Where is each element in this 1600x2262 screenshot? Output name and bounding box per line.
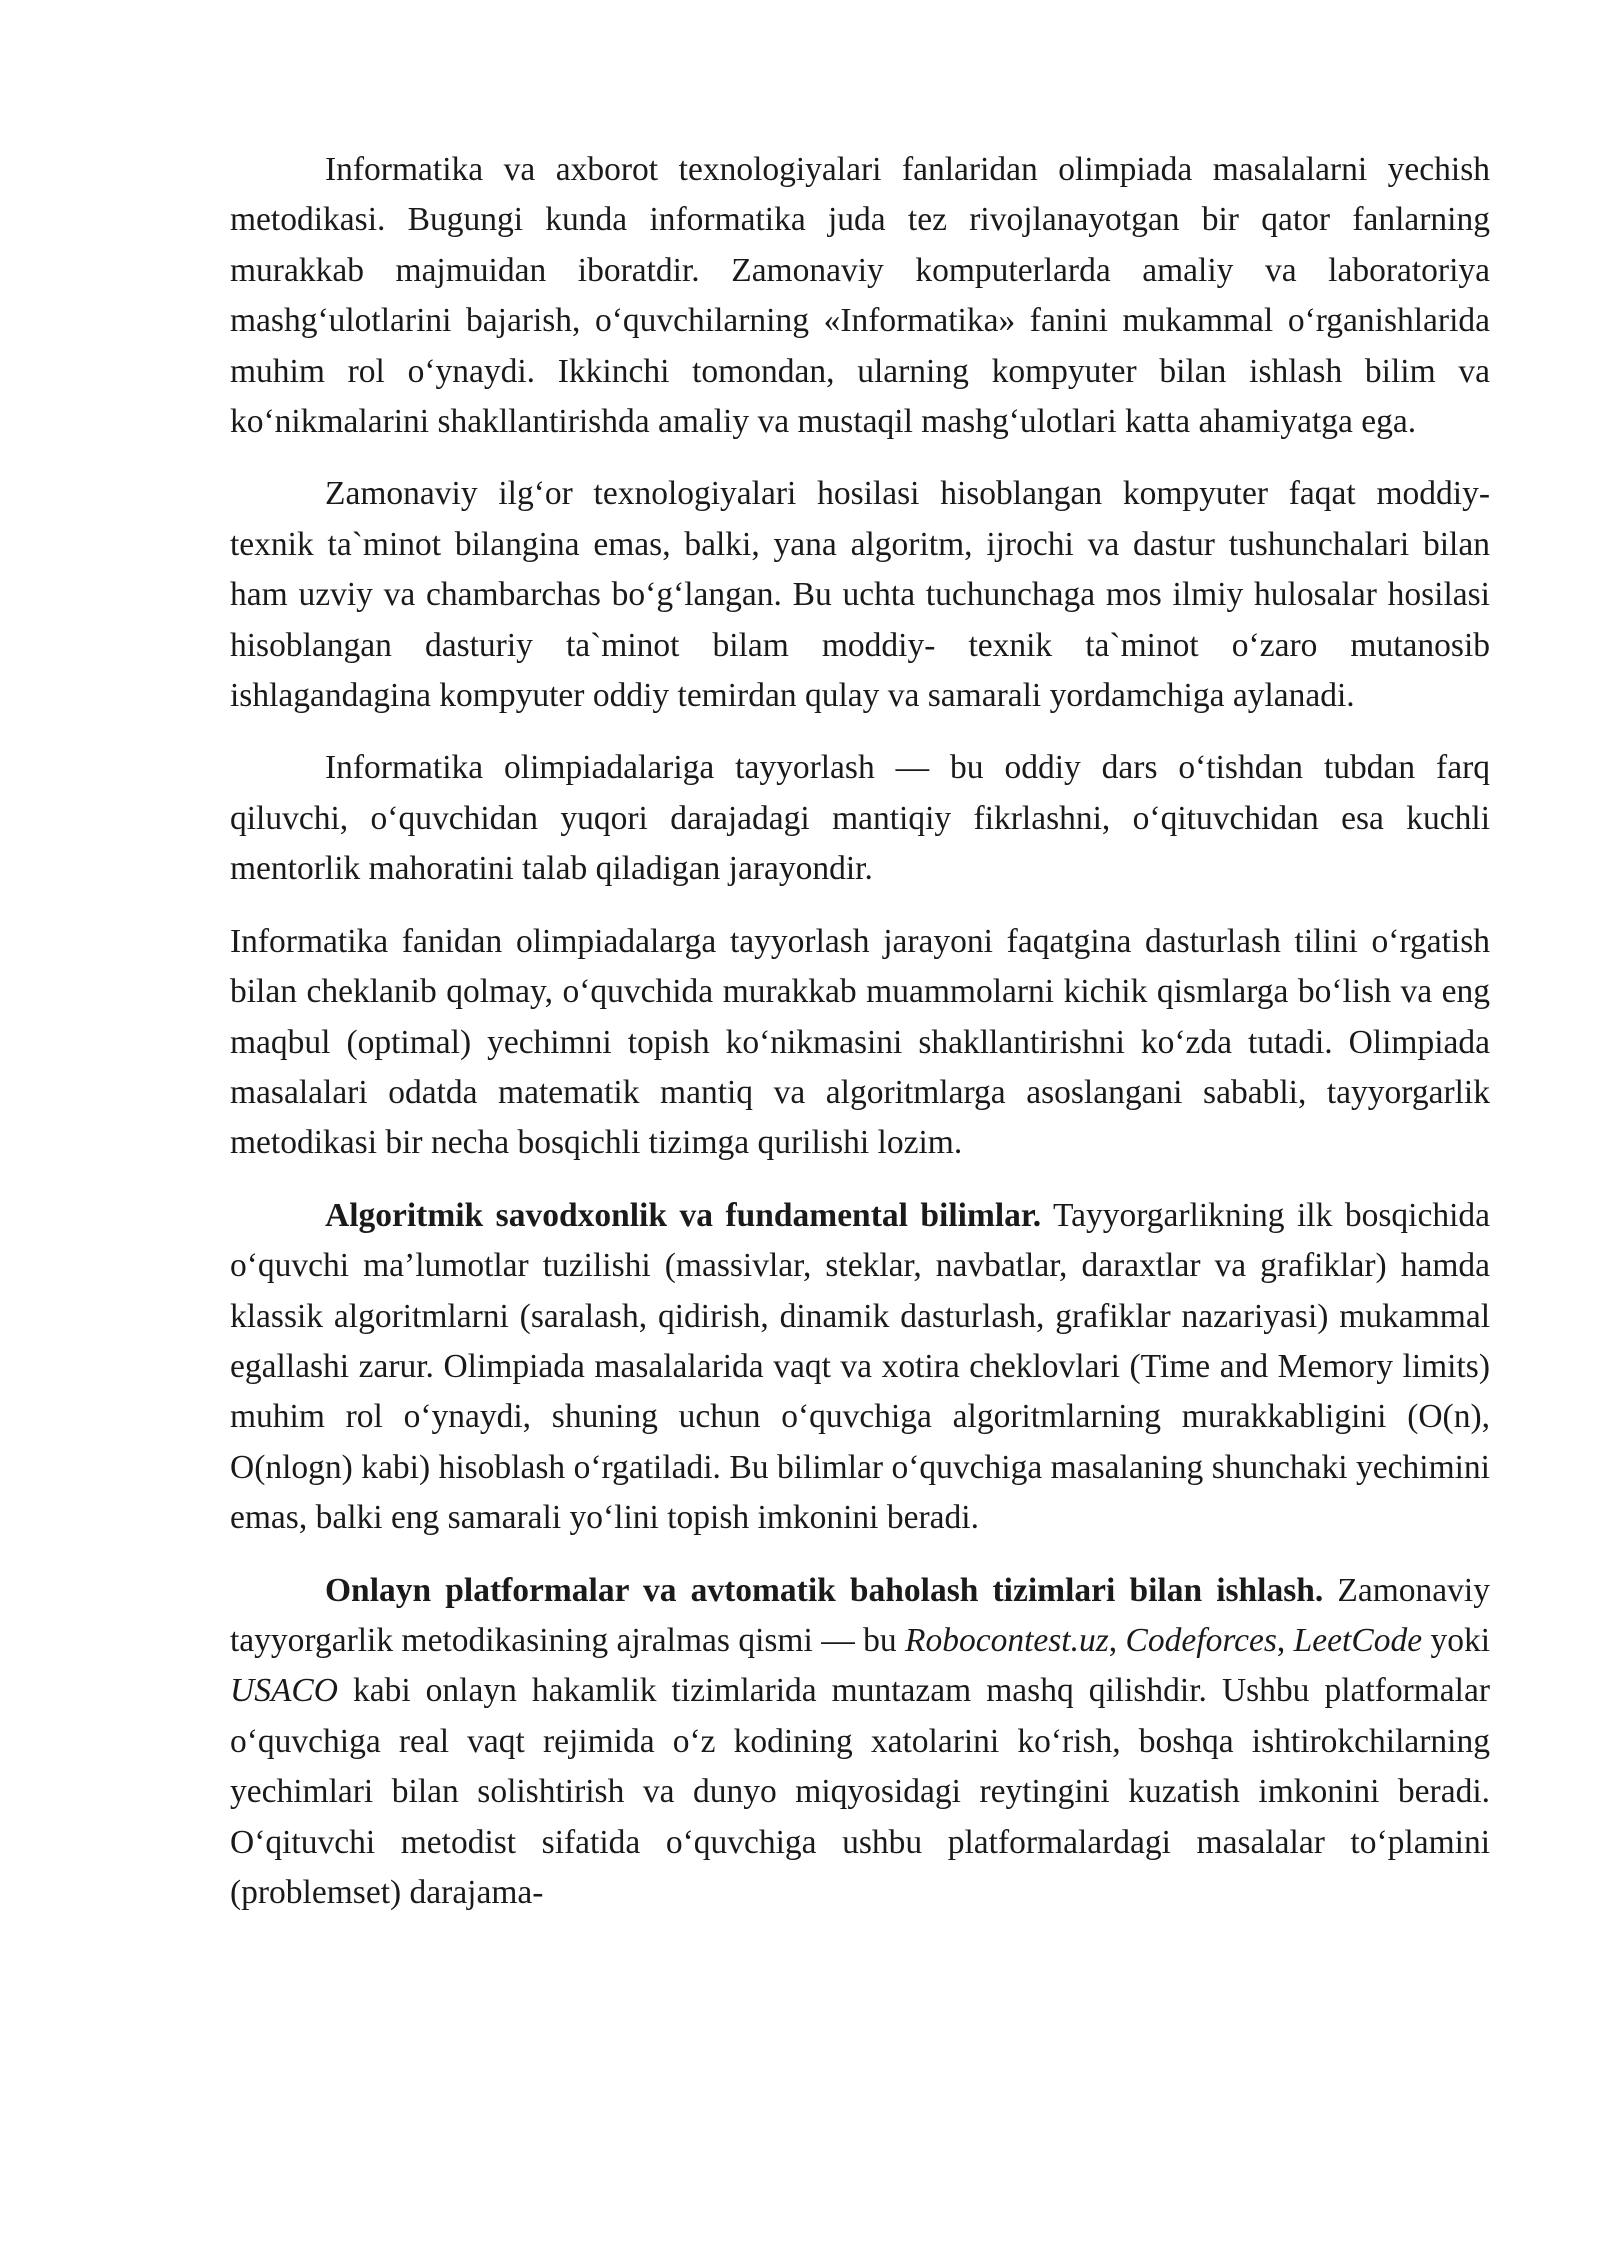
paragraph-algorithmic-literacy-text: Tayyorgarlikning ilk bosqichida o‘quvchi ma’lumotlar tuzilishi (massivlar, steklar, navbatlar, daraxtlar va grafiklar) hamda klassik algoritmlarni (saralash, qidirish, dinamik dasturlash, grafiklar nazariyasi) mukammal egallashi zarur. Olimpiada masalalarida vaqt va xotira cheklovlari (Time and Memory limits) muhim rol o‘ynaydi, shuning uchun o‘quvchiga algoritmlarning murakkabligini (O(n), O(nlogn) kabi) hisoblash o‘rgatiladi. Bu bilimlar o‘quvchiga masalaning shunchaki yechimini emas, balki eng samarali yo‘lini topish imkonini beradi. [230, 1196, 1490, 1537]
paragraph-online-platforms-text-5: kabi onlayn hakamlik tizimlarida muntazam mashq qilishdir. Ushbu platformalar o‘quvchiga real vaqt rejimida o‘z kodining xatolarini ko‘rish, boshqa ishtirokchilarning yechimlari bilan solishtirish va dunyo miqyosidagi reytingini kuzatish imkonini beradi. O‘qituvchi metodist sifatida o‘quvchiga ushbu platformalardagi masalalar to‘plamini (problemset) darajama- [230, 1672, 1490, 1911]
paragraph-online-platforms-text-4: yoki [1422, 1621, 1491, 1659]
section-heading-algorithmic-literacy: Algoritmik savodxonlik va fundamental bilimlar. [325, 1196, 1042, 1234]
paragraph-olympiad-preparation [230, 743, 1490, 894]
paragraph-olympiad-preparation-text: Informatika olimpiadalariga tayyorlash — bu oddiy dars o‘tishdan tubdan farq qiluvchi, o‘quvchidan yuqori darajadagi mantiqiy fikrlashni, o‘qituvchidan esa kuchli mentorlik mahoratini talab qiladigan jarayondir. [230, 749, 1490, 888]
paragraph-online-platforms-text-2: , [1108, 1621, 1126, 1659]
paragraph-preparation-process [230, 917, 1490, 1169]
paragraph-online-platforms-text-1: Zamonaviy tayyorgarlik metodikasining ajralmas qismi — bu [230, 1571, 1490, 1659]
platform-name-usaco: USACO [230, 1672, 338, 1710]
section-heading-online-platforms: Onlayn platformalar va avtomatik baholash tizimlari bilan ishlash. [325, 1571, 1324, 1609]
paragraph-preparation-process-text: Informatika fanidan olimpiadalarga tayyorlash jarayoni faqatgina dasturlash tilini o‘rgatish bilan cheklanib qolmay, o‘quvchida murakkab muammolarni kichik qismlarga bo‘lish va eng maqbul (optimal) yechimni topish ko‘nikmasini shakllantirishni ko‘zda tutadi. Olimpiada masalalari odatda matematik mantiq va algoritmlarga asoslangani sababli, tayyorgarlik metodikasi bir necha bosqichli tizimga qurilishi lozim. [230, 922, 1490, 1162]
paragraph-intro [230, 145, 1490, 447]
document-page [230, 145, 1490, 1940]
paragraph-intro-text: Informatika va axborot texnologiyalari fanlaridan olimpiada masalalarni yechish metodikasi. Bugungi kunda informatika juda tez rivojlanayotgan bir qator fanlarning murakkab majmuidan iboratdir. Zamonaviy komputerlarda amaliy va laboratoriya mashg‘ulotlarini bajarish, o‘quvchilarning «Informatika» fanini mukammal o‘rganishlarida muhim rol o‘ynaydi. Ikkinchi tomondan, ularning kompyuter bilan ishlash bilim va ko‘nikmalarini shakllantirishda amaliy va mustaqil mashg‘ulotlari katta ahamiyatga ega. [230, 151, 1490, 441]
platform-name-codeforces: Codeforces [1125, 1621, 1277, 1659]
platform-name-leetcode: LeetCode [1293, 1621, 1423, 1659]
platform-name-robocontest: Robocontest.uz [905, 1621, 1109, 1659]
paragraph-online-platforms [230, 1566, 1490, 1919]
paragraph-algorithmic-literacy [230, 1191, 1490, 1544]
paragraph-technologies [230, 469, 1490, 721]
paragraph-online-platforms-text-3: , [1276, 1621, 1294, 1659]
paragraph-technologies-text: Zamonaviy ilg‘or texnologiyalari hosilasi hisoblangan kompyuter faqat moddiy- texnik ta`minot bilangina emas, balki, yana algoritm, ijrochi va dastur tushunchalari bilan ham uzviy va chambarchas bo‘g‘langan. Bu uchta tuchunchaga mos ilmiy hulosalar hosilasi hisoblangan dasturiy ta`minot bilam moddiy- texnik ta`minot o‘zaro mutanosib ishlagandagina kompyuter oddiy temirdan qulay va samarali yordamchiga aylanadi. [230, 475, 1490, 715]
